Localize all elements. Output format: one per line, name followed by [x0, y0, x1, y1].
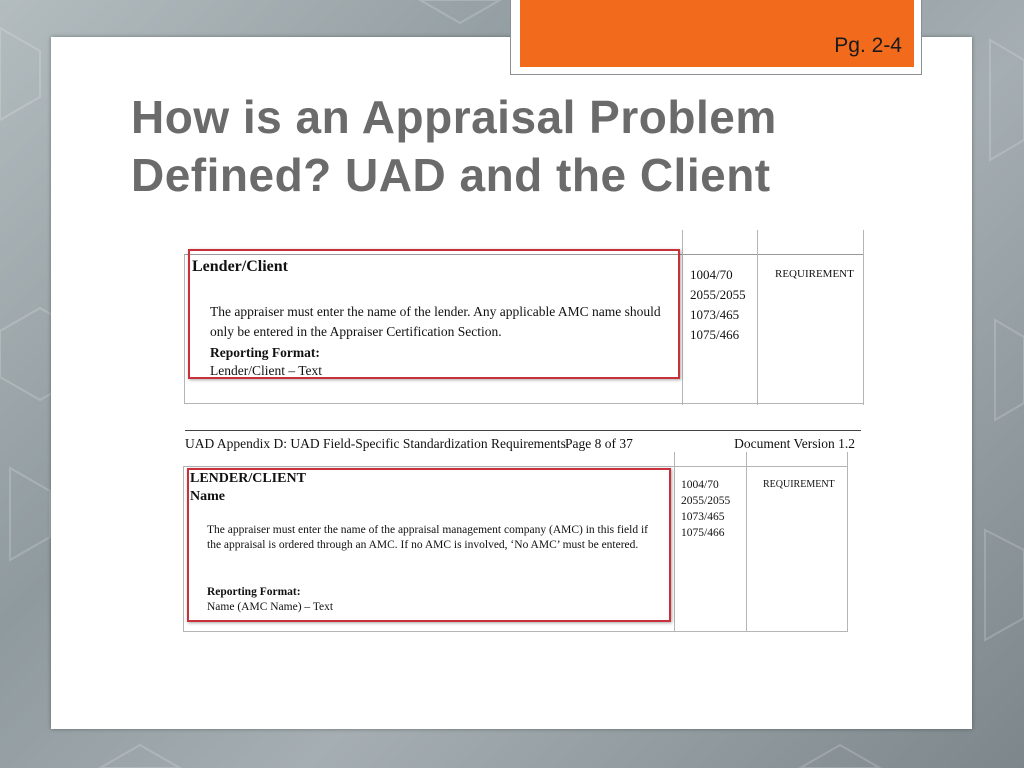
excerpt-2-column-divider [847, 452, 848, 632]
excerpt-1-highlight-box [188, 249, 680, 379]
excerpt-2-page-label: Page 8 of 37 [565, 436, 633, 451]
excerpt-2-format-value: Name (AMC Name) – Text [207, 601, 334, 613]
excerpt-2-description: The appraiser must enter the name of the appraisal management company (AMC) in this field if the appraisal is ordered through an AMC. If no AMC is involved, ‘No AMC’ must be entered. [207, 524, 649, 551]
excerpt-1-description: The appraiser must enter the name of the lender. Any applicable AMC name should only be entered in the Appraiser Certification Section. [210, 304, 661, 339]
excerpt-1-heading: Lender/Client [192, 258, 288, 275]
form-number: 1075/466 [681, 527, 725, 539]
form-number: 1073/465 [690, 307, 740, 322]
form-number: 1073/465 [681, 511, 725, 523]
form-number: 1004/70 [681, 479, 719, 491]
form-number: 2055/2055 [681, 495, 731, 507]
slide-title-line-2: Defined? UAD and the Client [131, 149, 771, 201]
form-number: 2055/2055 [690, 287, 746, 302]
excerpt-1-requirement: REQUIREMENT [775, 268, 854, 280]
excerpt-1-column-divider [757, 230, 758, 405]
slide-title-line-1: How is an Appraisal Problem [131, 91, 777, 143]
slide-title [131, 88, 931, 204]
excerpt-2-format-label: Reporting Format: [207, 586, 301, 598]
excerpt-1-form-list [690, 265, 746, 345]
excerpt-2-header-rule [185, 430, 861, 431]
excerpt-2-doc-header: UAD Appendix D: UAD Field-Specific Standardization Requirements [185, 436, 566, 451]
page-reference: Pg. 2-4 [834, 34, 902, 57]
excerpt-2-heading-subtitle: Name [190, 489, 225, 504]
excerpt-2-heading-title: LENDER/CLIENT [190, 471, 306, 486]
document-excerpt-2 [183, 428, 863, 634]
page-tag [520, 0, 914, 67]
excerpt-1-column-divider [863, 230, 864, 405]
excerpt-1-format-value: Lender/Client – Text [210, 363, 323, 378]
excerpt-1-column-divider [682, 230, 683, 405]
form-number: 1004/70 [690, 267, 733, 282]
excerpt-2-column-divider [674, 452, 675, 632]
excerpt-2-version-label: Document Version 1.2 [734, 436, 855, 451]
document-excerpt-1 [184, 230, 864, 405]
excerpt-2-highlight-box [187, 468, 671, 622]
excerpt-2-requirement: REQUIREMENT [763, 479, 835, 490]
excerpt-2-column-divider [746, 452, 747, 632]
form-number: 1075/466 [690, 327, 740, 342]
excerpt-2-form-list [681, 477, 730, 541]
excerpt-1-format-label: Reporting Format: [210, 345, 320, 360]
